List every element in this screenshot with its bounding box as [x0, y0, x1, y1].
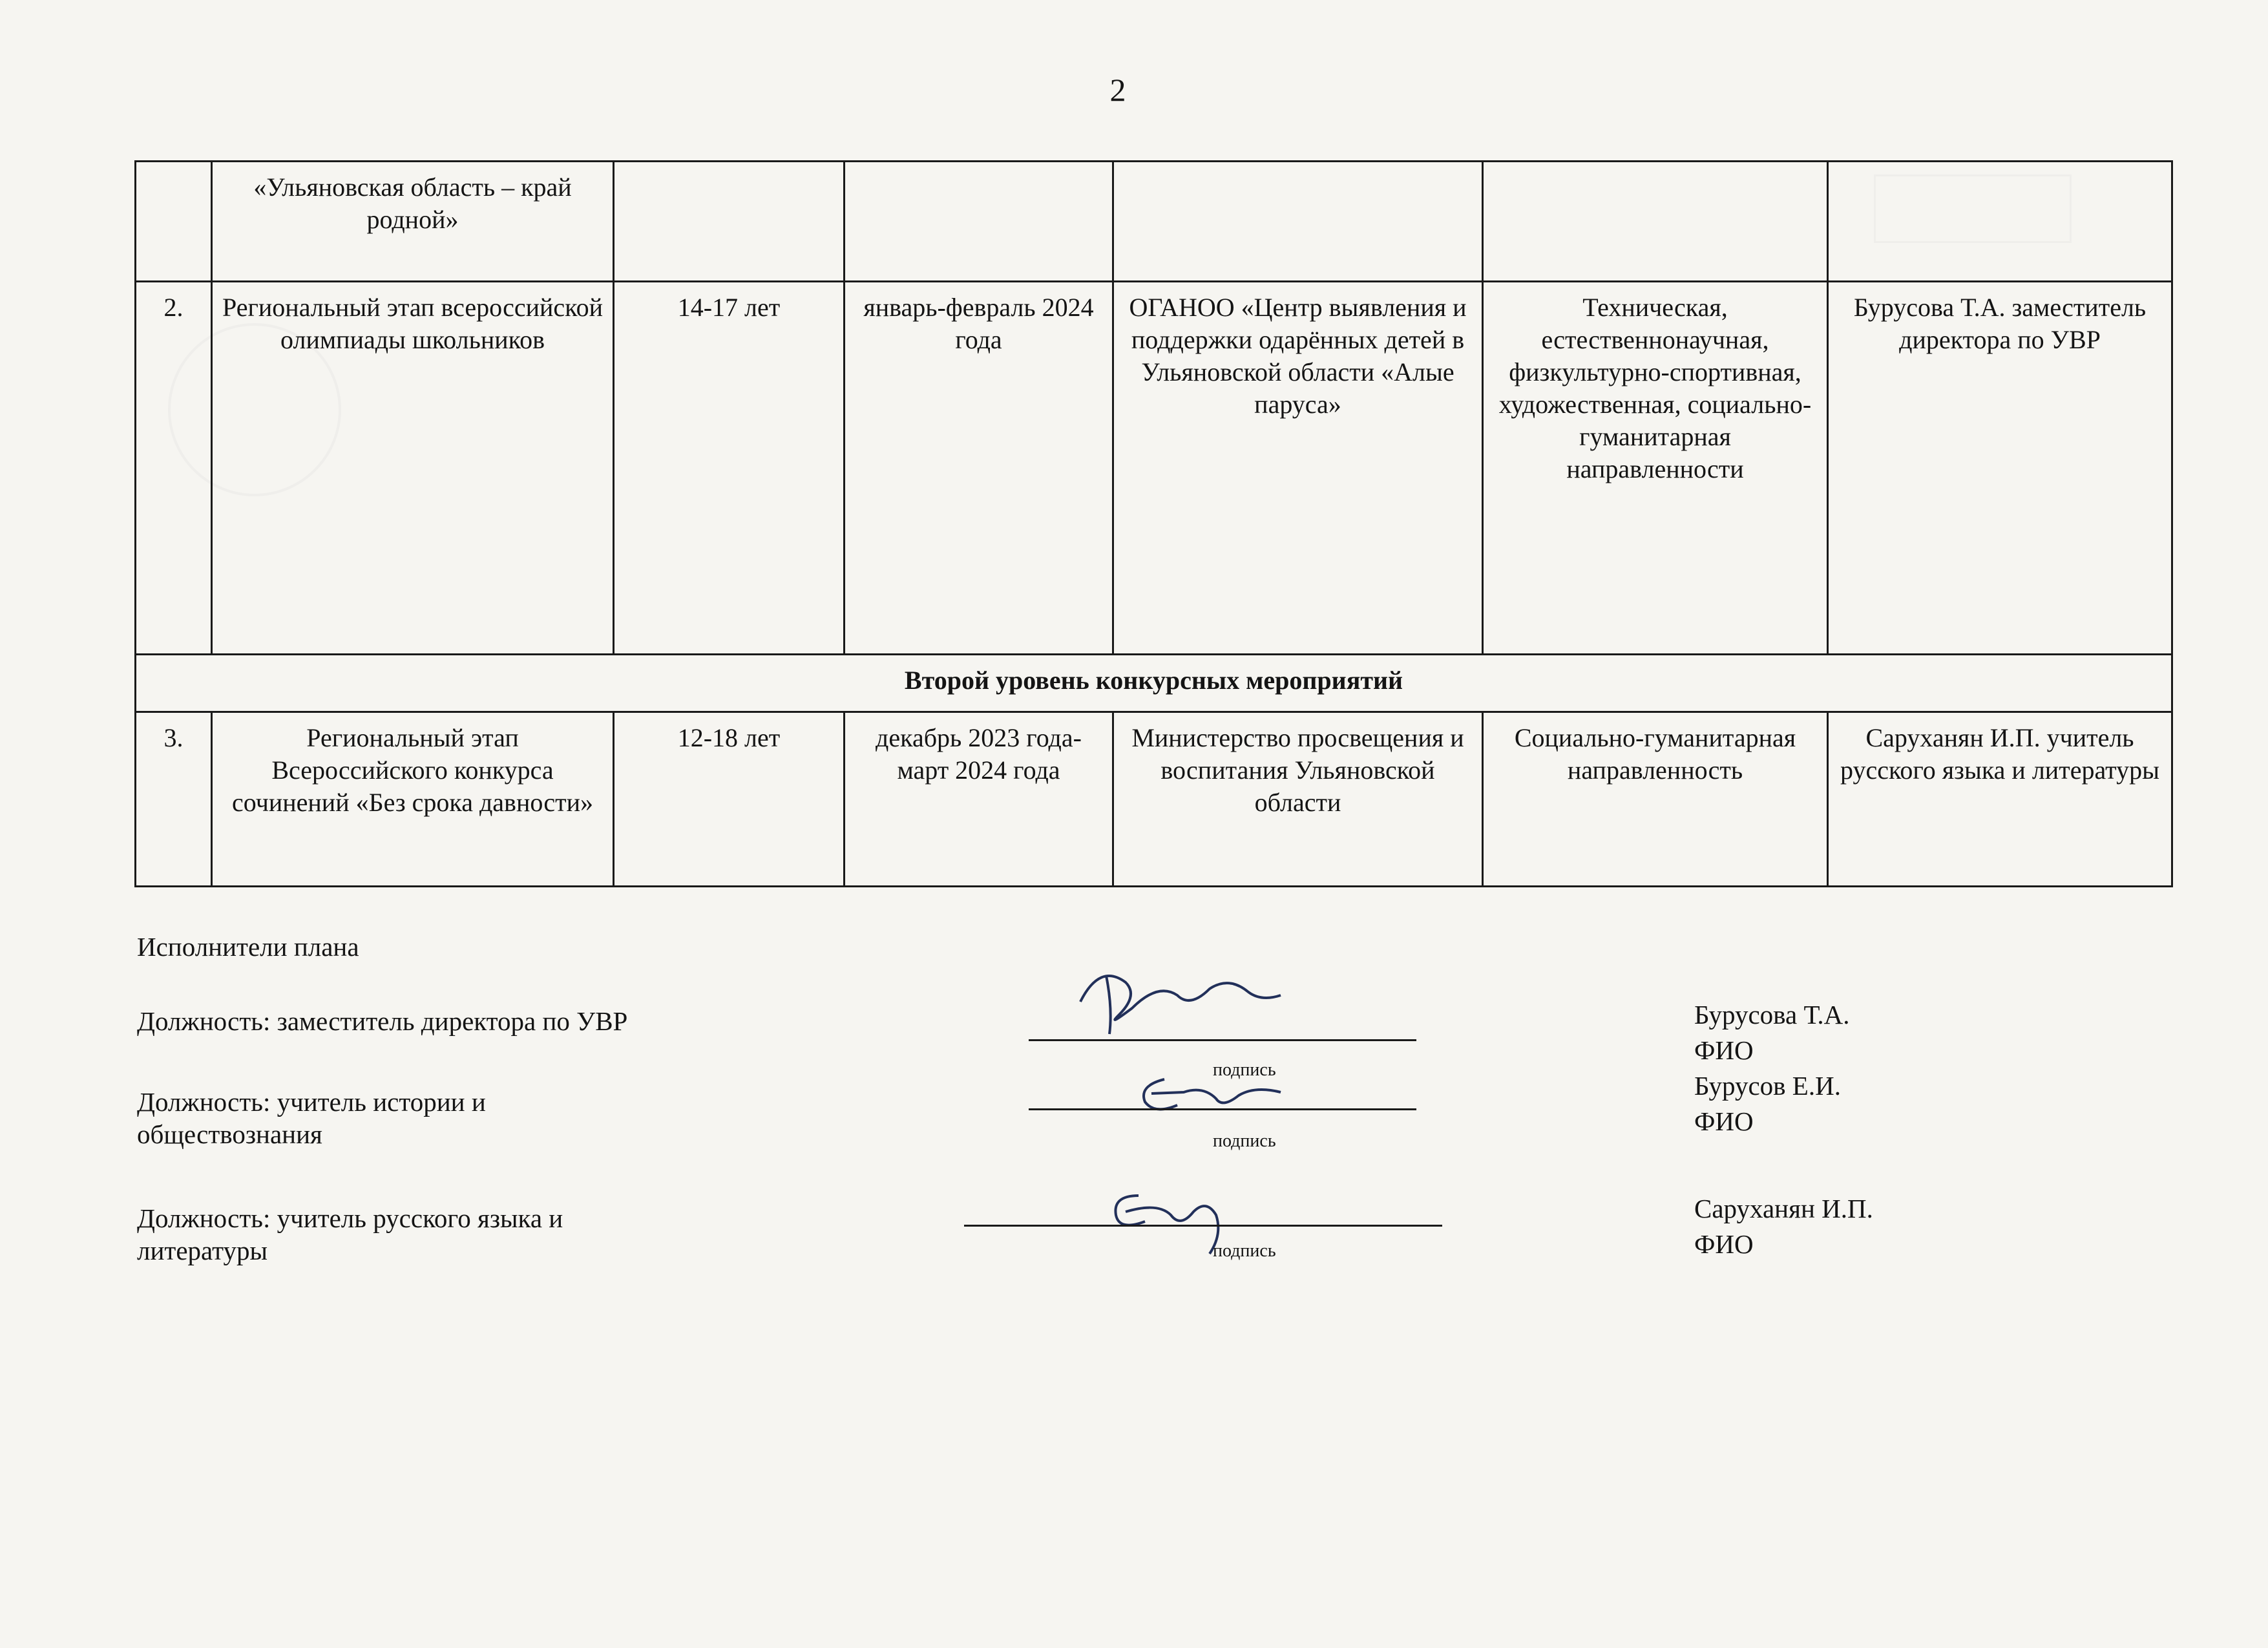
- participant-age: 14-17 лет: [614, 282, 845, 655]
- row-number: 3.: [136, 712, 212, 887]
- responsible: Саруханян И.П. учитель русского языка и литературы: [1828, 712, 2172, 887]
- event-dates: декабрь 2023 года-март 2024 года: [845, 712, 1113, 887]
- row-number: 2.: [136, 282, 212, 655]
- signature-caption-2: подпись: [1213, 1131, 1276, 1151]
- row-number: [136, 162, 212, 282]
- position-2-cont: обществознания: [137, 1119, 322, 1149]
- signature-2: [1126, 1066, 1294, 1125]
- participant-age: [614, 162, 845, 282]
- organizer: ОГАНОО «Центр выявления и поддержки одарённых детей в Ульяновской области «Алые паруса»: [1113, 282, 1483, 655]
- signature-caption-3: подпись: [1213, 1241, 1276, 1261]
- fio-label-2: ФИО: [1694, 1106, 1754, 1136]
- event-name: Региональный этап Всероссийского конкурса сочинений «Без срока давности»: [212, 712, 614, 887]
- event-dates: январь-февраль 2024 года: [845, 282, 1113, 655]
- signature-line-1: [1029, 1039, 1416, 1041]
- page-number: 2: [1109, 72, 1126, 108]
- participant-age: 12-18 лет: [614, 712, 845, 887]
- fio-label-1: ФИО: [1694, 1035, 1754, 1065]
- signature-1: [1055, 956, 1287, 1041]
- responsible: Бурусова Т.А. заместитель директора по УВР: [1828, 282, 2172, 655]
- signature-line-3: [964, 1225, 1442, 1227]
- position-2: Должность: учитель истории и: [137, 1087, 486, 1117]
- table-row: [136, 162, 2172, 282]
- responsible: [1828, 162, 2172, 282]
- event-name: Региональный этап всероссийской олимпиады школьников: [212, 282, 614, 655]
- fio-label-3: ФИО: [1694, 1229, 1754, 1259]
- section-title: Второй уровень конкурсных мероприятий: [136, 655, 2172, 712]
- organizer: Министерство просвещения и воспитания Ульяновской области: [1113, 712, 1483, 887]
- table-row: [136, 712, 2172, 887]
- signatures-block: [137, 931, 2140, 1267]
- organizer: [1113, 162, 1483, 282]
- events-table: [134, 160, 2173, 887]
- signature-caption-1: подпись: [1213, 1060, 1276, 1080]
- event-dates: [845, 162, 1113, 282]
- position-3: Должность: учитель русского языка и: [137, 1203, 563, 1233]
- name-3: Саруханян И.П.: [1694, 1194, 1873, 1223]
- direction: Социально-гуманитарная направленность: [1483, 712, 1828, 887]
- signature-line-2: [1029, 1108, 1416, 1110]
- signatures-heading: Исполнители плана: [137, 932, 359, 962]
- position-1: Должность: заместитель директора по УВР: [137, 1006, 628, 1036]
- name-2: Бурусов Е.И.: [1694, 1071, 1841, 1101]
- event-name: «Ульяновская область – край родной»: [212, 162, 614, 282]
- direction: Техническая, естественнонаучная, физкультурно-спортивная, художественная, социально-гуманитарная направленности: [1483, 282, 1828, 655]
- name-1: Бурусова Т.А.: [1694, 1000, 1850, 1030]
- direction: [1483, 162, 1828, 282]
- section-row: [136, 655, 2172, 712]
- table-row: [136, 282, 2172, 655]
- position-3-cont: литературы: [137, 1236, 268, 1265]
